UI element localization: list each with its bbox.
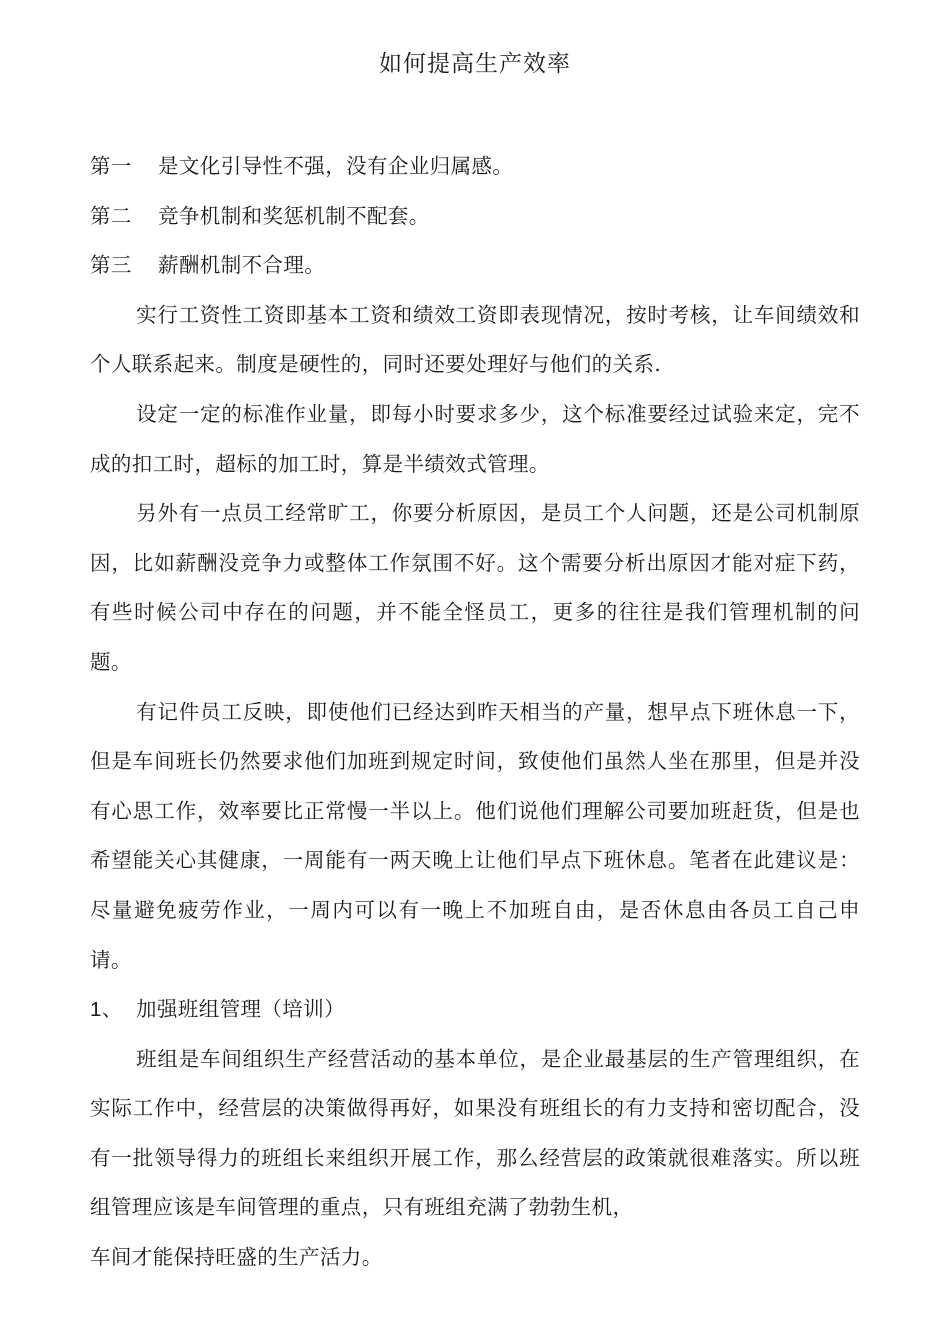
- paragraph-standard-workload: 设定一定的标准作业量，即每小时要求多少，这个标准要经过试验来定，完不成的扣工时，超标的加工时，算是半绩效式管理。: [90, 401, 860, 476]
- reason-item-3: [90, 241, 860, 291]
- reason-item-1: [90, 142, 860, 192]
- reason-label: 第三: [90, 253, 132, 278]
- paragraph-salary: 实行工资性工资即基本工资和绩效工资即表现情况，按时考核，让车间绩效和个人联系起来。制度是硬性的，同时还要处理好与他们的关系.: [90, 302, 860, 377]
- document-body: [90, 142, 860, 1283]
- section-heading: [90, 985, 860, 1035]
- reason-label: 第一: [90, 154, 132, 178]
- paragraph-overtime: 有记件员工反映，即使他们已经达到昨天相当的产量，想早点下班休息一下，但是车间班长仍然要求他们加班到规定时间，致使他们虽然人坐在那里，但是并没有心思工作，效率要比正常慢一半以上。他们说他们理解公司要加班赶货，但是也希望能关心其健康，一周能有一两天晚上让他们早点下班休息。笔者在此建议是：尽量避免疲劳作业，一周内可以有一晚上不加班自由，是否休息由各员工自己申请。: [90, 699, 860, 972]
- paragraph-team-management: 班组是车间组织生产经营活动的基本单位，是企业最基层的生产管理组织，在实际工作中，经营层的决策做得再好，如果没有班组长的有力支持和密切配合，没有一批领导得力的班组长来组织开展工作，那么经营层的政策就很难落实。所以班组管理应该是车间管理的重点，只有班组充满了勃勃生机，: [90, 1046, 860, 1220]
- reason-item-2: [90, 192, 860, 242]
- section-heading-text: 加强班组管理（培训）: [136, 997, 345, 1022]
- reason-label: 第二: [90, 203, 132, 228]
- reason-text: 竞争机制和奖惩机制不配套。: [158, 203, 430, 228]
- section-number: 1、: [90, 998, 123, 1022]
- paragraph-absenteeism: 另外有一点员工经常旷工，你要分析原因，是员工个人问题，还是公司机制原因，比如薪酬没竞争力或整体工作氛围不好。这个需要分析出原因才能对症下药，有些时候公司中存在的问题，并不能全怪员工，更多的往往是我们管理机制的问题。: [90, 501, 860, 674]
- reason-text: 薪酬机制不合理。: [158, 253, 326, 278]
- reason-text: 是文化引导性不强，没有企业归属感。: [158, 154, 514, 178]
- document-title: 如何提高生产效率: [379, 51, 571, 77]
- paragraph-last-line: 车间才能保持旺盛的生产活力。: [90, 1245, 383, 1270]
